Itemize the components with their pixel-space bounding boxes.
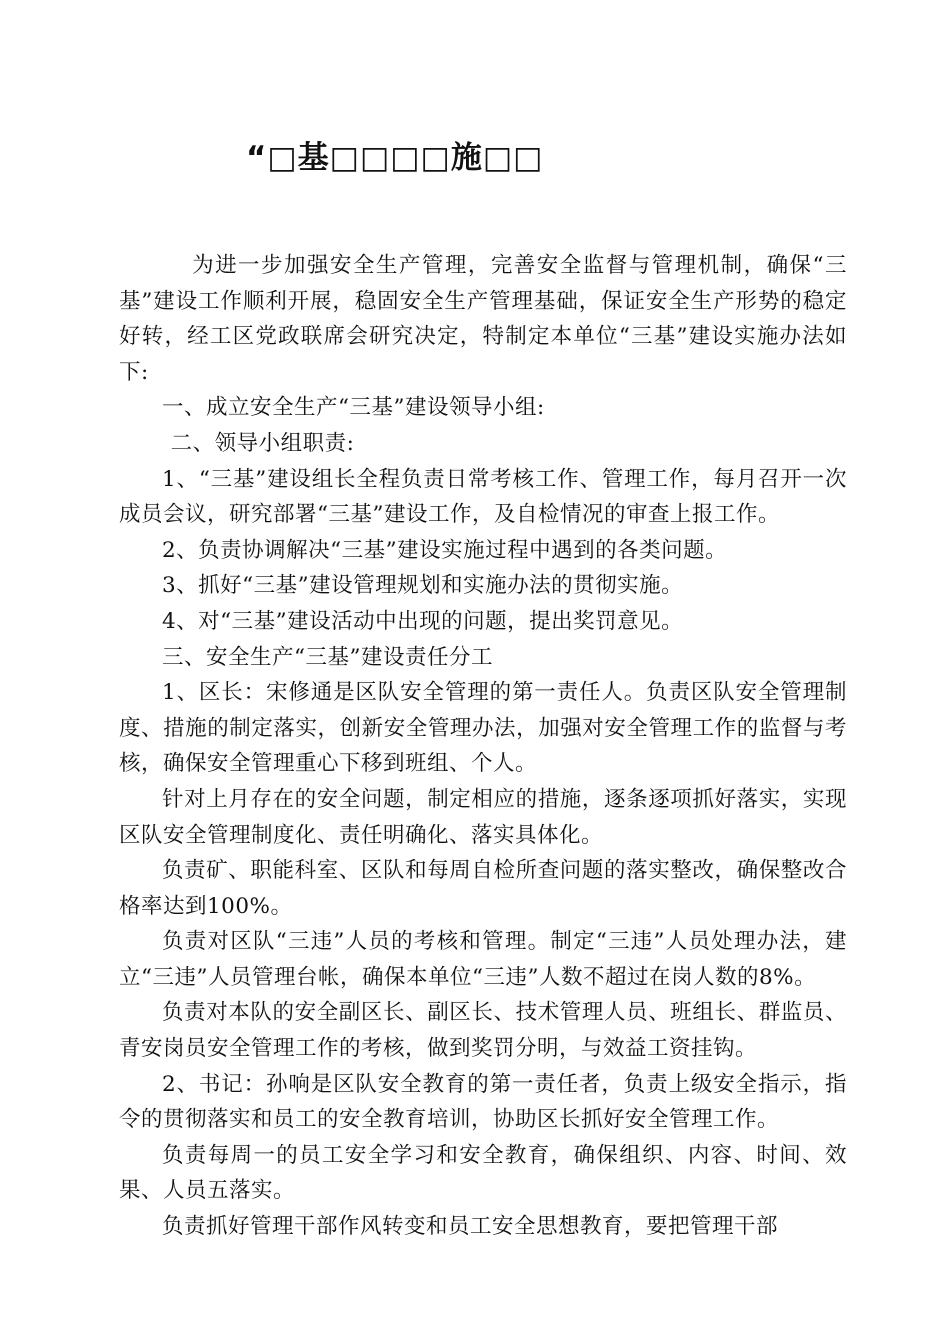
paragraph-assessment: 负责对本队的安全副区长、副区长、技术管理人员、班组长、群监员、青安岗员安全管理工作的考核，做到奖罚分明，与效益工资挂钩。: [119, 1000, 847, 1062]
paragraph-three-violations: 负责对区队“三违”人员的考核和管理。制定“三违”人员处理办法，建立“三违”人员管理台帐，确保本单位“三违”人数不超过在岗人数的8%。: [119, 929, 847, 990]
paragraph-duty-2: 2、负责协调解决“三基”建设实施过程中遇到的各类问题。: [162, 537, 728, 563]
paragraph-cadre-style: 负责抓好管理干部作风转变和员工安全思想教育，要把管理干部: [162, 1214, 779, 1240]
paragraph-secretary: 2、书记：孙响是区队安全教育的第一责任者，负责上级安全指示，指令的贯彻落实和员工的安全教育培训，协助区长抓好安全管理工作。: [119, 1071, 847, 1133]
paragraph-section-1: 一、成立安全生产“三基”建设领导小组:: [162, 395, 545, 421]
paragraph-monthly-issues: 针对上月存在的安全问题，制定相应的措施，逐条逐项抓好落实，实现区队安全管理制度化、责任明确化、落实具体化。: [119, 786, 847, 848]
paragraph-duty-4: 4、对“三基”建设活动中出现的问题，提出奖罚意见。: [162, 608, 684, 634]
paragraph-section-3: 三、安全生产“三基”建设责任分工: [162, 644, 493, 670]
paragraph-duty-3: 3、抓好“三基”建设管理规划和实施办法的贯彻实施。: [162, 573, 684, 599]
paragraph-section-2: 二、领导小组职责:: [170, 430, 355, 456]
paragraph-duty-1: 1、“三基”建设组长全程负责日常考核工作、管理工作，每月召开一次成员会议，研究部署“三基”建设工作，及自检情况的审查上报工作。: [119, 466, 847, 528]
paragraph-district-head: 1、区长：宋修通是区队安全管理的第一责任人。负责区队安全管理制度、措施的制定落实，创新安全管理办法，加强对安全管理工作的监督与考核，确保安全管理重心下移到班组、个人。: [119, 680, 847, 777]
paragraph-weekly-study: 负责每周一的员工安全学习和安全教育，确保组织、内容、时间、效果、人员五落实。: [119, 1142, 847, 1204]
paragraph-rectification: 负责矿、职能科室、区队和每周自检所查问题的落实整改，确保整改合格率达到100%。: [119, 858, 847, 919]
document-body: [119, 248, 847, 1245]
document-title: “□基□□□□施□□: [246, 140, 544, 176]
paragraph-intro: 为进一步加强安全生产管理，完善安全监督与管理机制，确保“三基”建设工作顺利开展，稳固安全生产管理基础，保证安全生产形势的稳定好转，经工区党政联席会研究决定，特制定本单位“三基”建设实施办法如下:: [119, 253, 847, 385]
